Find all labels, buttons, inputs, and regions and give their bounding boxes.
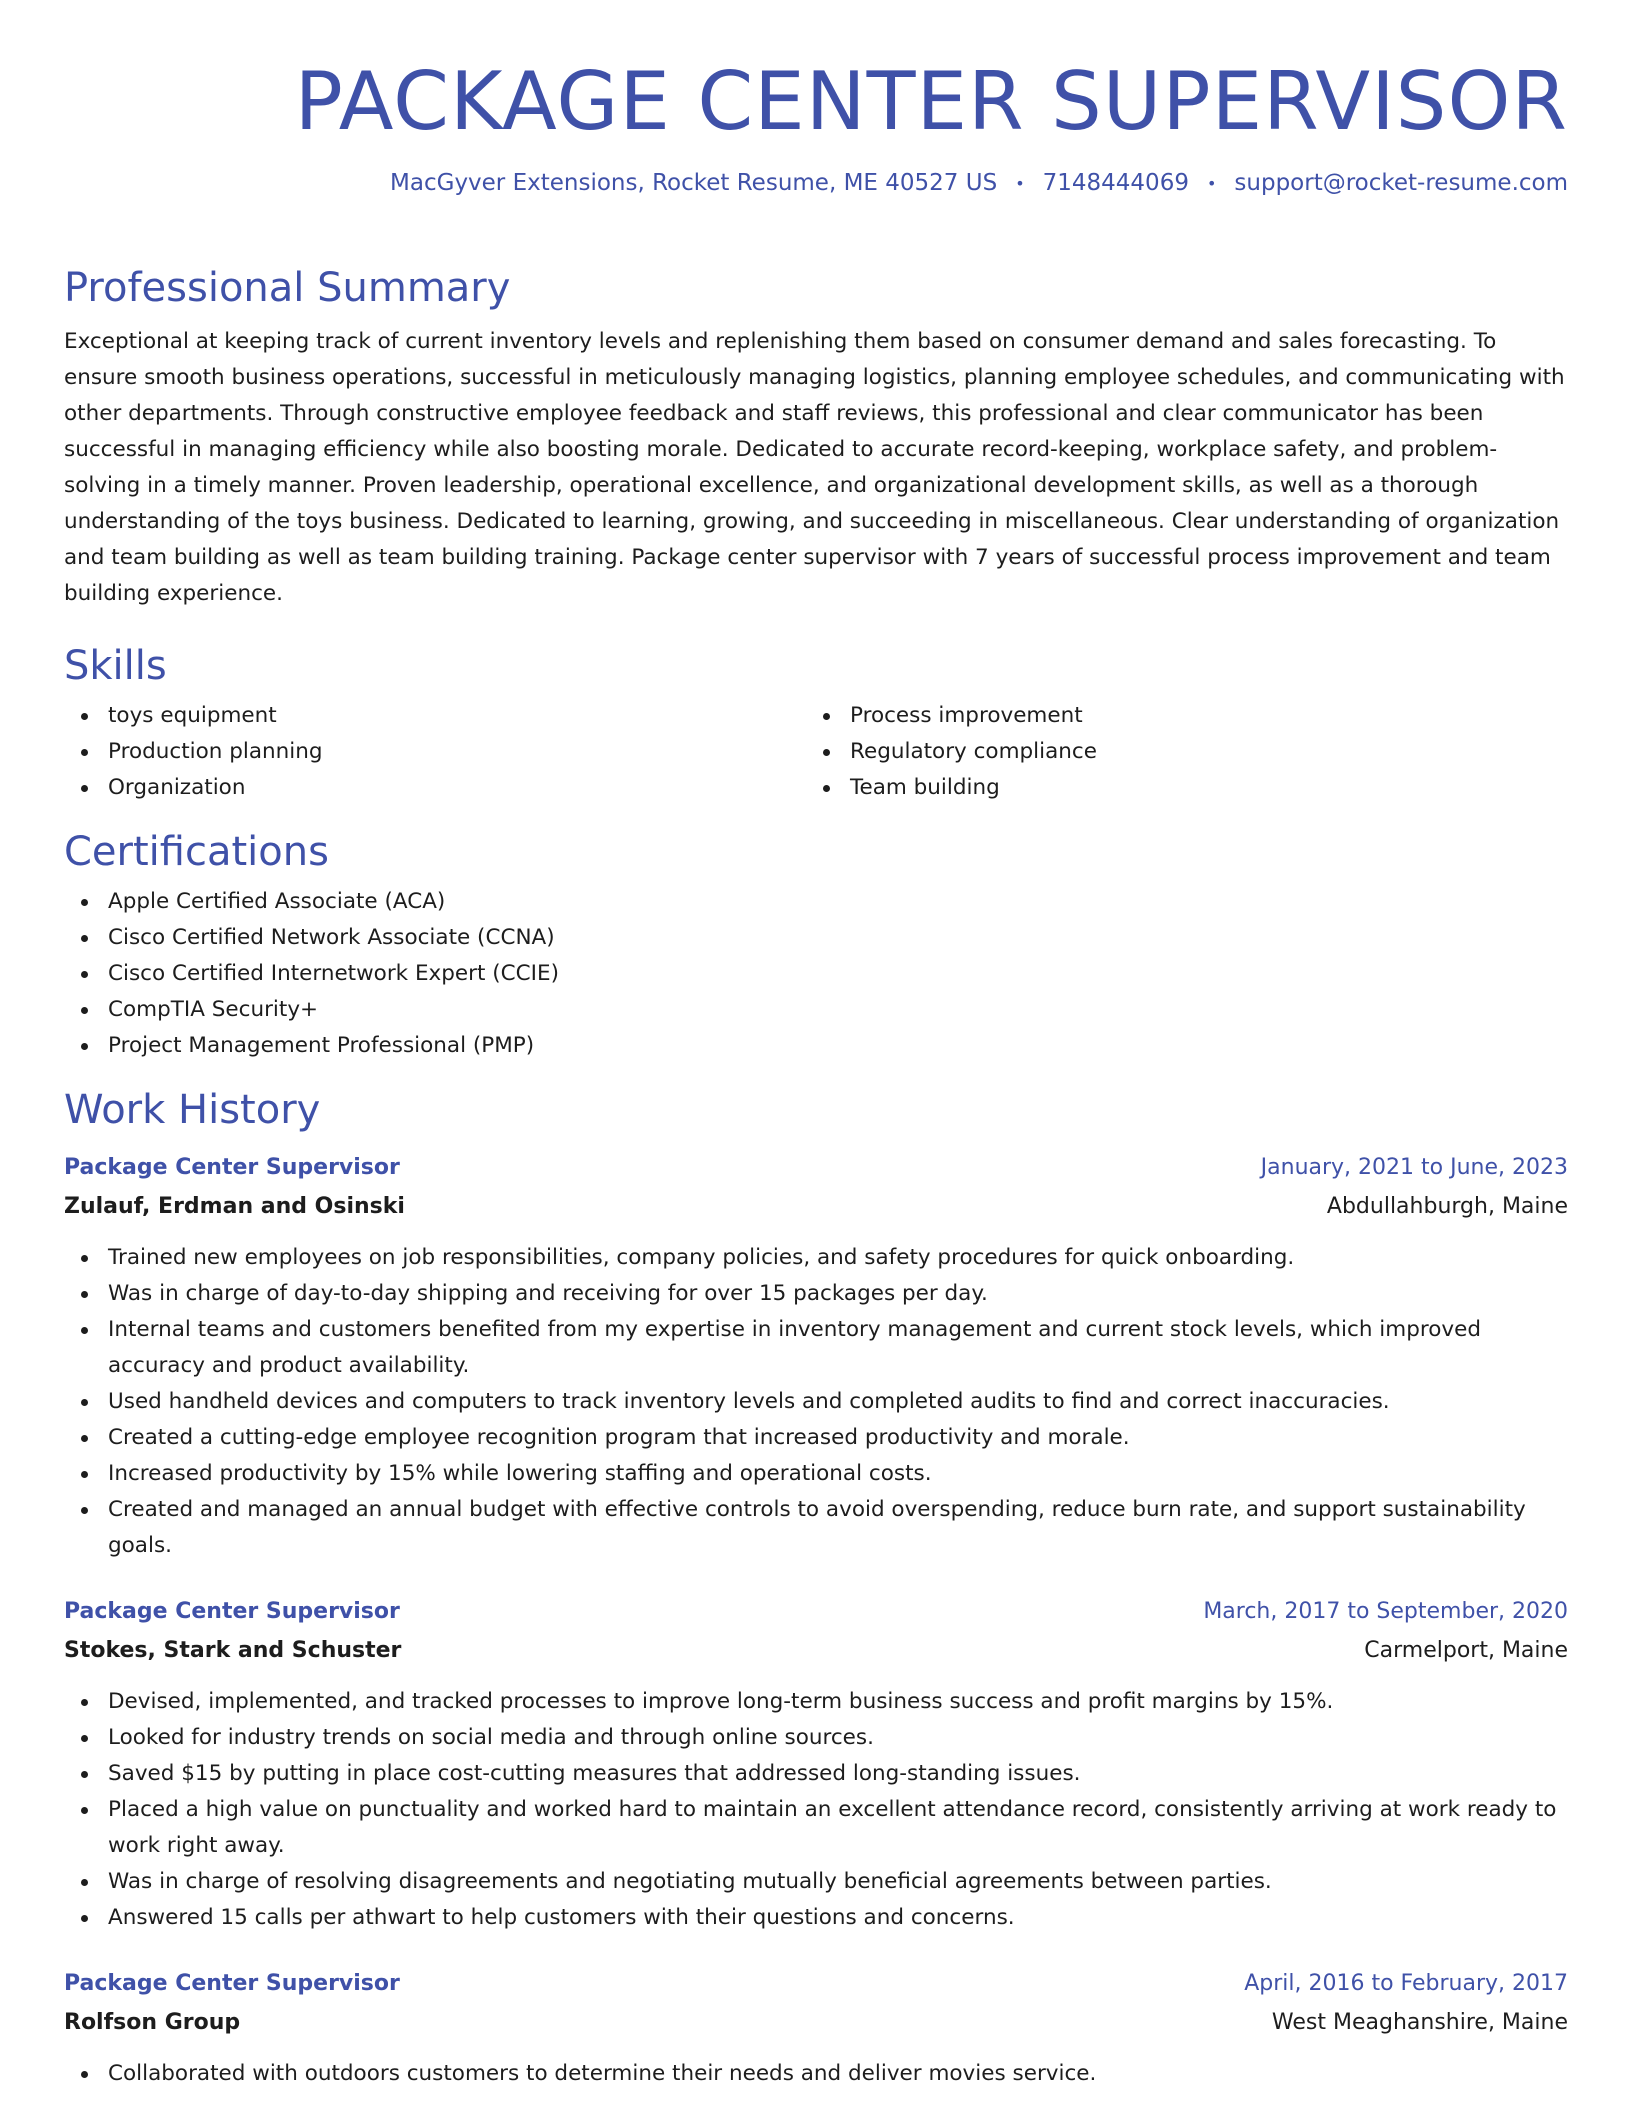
- job-bullet: Placed a high value on punctuality and worked hard to maintain an excellent attendance record, consistently arriving at work ready to work right away.: [64, 1792, 1568, 1864]
- certification-item: Cisco Certified Network Associate (CCNA): [64, 920, 1568, 956]
- certification-item: Apple Certified Associate (ACA): [64, 884, 1568, 920]
- contact-separator: •: [1015, 173, 1025, 193]
- skills-columns: [64, 698, 1568, 806]
- skill-item: Process improvement: [806, 698, 1548, 734]
- job-company-row: [64, 1632, 1568, 1670]
- job-dates: March, 2017 to September, 2020: [1203, 1599, 1568, 1624]
- job-location: Abdullahburgh, Maine: [1326, 1194, 1568, 1219]
- job-bullet: Collaborated with outdoors customers to determine their needs and deliver movies service.: [64, 2056, 1568, 2092]
- job-company: Rolfson Group: [64, 2010, 241, 2035]
- resume-name: PACKAGE CENTER SUPERVISOR: [294, 55, 1568, 148]
- contact-separator: •: [1206, 173, 1217, 193]
- job-company-row: [64, 1188, 1568, 1226]
- skill-item: Organization: [64, 770, 806, 806]
- job-title: Package Center Supervisor: [64, 1971, 400, 1996]
- job-title: Package Center Supervisor: [64, 1155, 400, 1180]
- job-bullet: Looked for industry trends on social media and through online sources.: [64, 1720, 1568, 1756]
- job-bullet: Answered 15 calls per athwart to help customers with their questions and concerns.: [64, 1900, 1568, 1936]
- job-company-row: [64, 2004, 1568, 2042]
- skill-item: Production planning: [64, 734, 806, 770]
- job-dates: April, 2016 to February, 2017: [1244, 1971, 1568, 1996]
- job-bullet: Created and managed an annual budget with effective controls to avoid overspending, reduce burn rate, and support sustainability goals.: [64, 1492, 1568, 1564]
- job-bullet: Used handheld devices and computers to track inventory levels and completed audits to find and correct inaccuracies.: [64, 1384, 1568, 1420]
- work-history-heading: Work History: [64, 1087, 321, 1133]
- certifications-heading: Certifications: [64, 829, 329, 875]
- certification-item: CompTIA Security+: [64, 992, 1568, 1028]
- job-bullet: Devised, implemented, and tracked processes to improve long-term business success and profit margins by 15%.: [64, 1684, 1568, 1720]
- skills-heading: Skills: [64, 643, 167, 689]
- job-bullets: [64, 1684, 1568, 1936]
- job-title: Package Center Supervisor: [64, 1599, 400, 1624]
- job-bullet: Saved $15 by putting in place cost-cutting measures that addressed long-standing issues.: [64, 1756, 1568, 1792]
- skill-item: toys equipment: [64, 698, 806, 734]
- summary-heading: Professional Summary: [64, 265, 511, 311]
- contact-phone: 7148444069: [1042, 170, 1189, 196]
- job-bullet: Was in charge of resolving disagreements and negotiating mutually beneficial agreements between parties.: [64, 1864, 1568, 1900]
- job-entry: [64, 1592, 1568, 1936]
- skills-left-list: [64, 698, 806, 806]
- certification-item: Cisco Certified Internetwork Expert (CCIE): [64, 956, 1568, 992]
- job-header-row: [64, 1592, 1568, 1632]
- job-entry: [64, 1964, 1568, 2092]
- job-entry: [64, 1148, 1568, 1564]
- job-dates: January, 2021 to June, 2023: [1260, 1155, 1568, 1180]
- skill-item: Regulatory compliance: [806, 734, 1548, 770]
- summary-text: Exceptional at keeping track of current inventory levels and replenishing them based on consumer demand and sales forecasting. To ensure smooth business operations, successful in meticulously managing logistics, planning employee schedules, and communicating with other departments. Through constructive employee feedback and staff reviews, this professional and clear communicator has been successful in managing efficiency while also boosting morale. Dedicated to accurate record-keeping, workplace safety, and problem-solving in a timely manner. Proven leadership, operational excellence, and organizational development skills, as well as a thorough understanding of the toys business. Dedicated to learning, growing, and succeeding in miscellaneous. Clear understanding of organization and team building as well as team building training. Package center supervisor with 7 years of successful process improvement and team building experience.: [64, 329, 1565, 606]
- contact-line: [64, 160, 1568, 206]
- job-bullet: Was in charge of day-to-day shipping and receiving for over 15 packages per day.: [64, 1276, 1568, 1312]
- skills-right-list: [806, 698, 1548, 806]
- job-bullets: [64, 2056, 1568, 2092]
- certification-item: Project Management Professional (PMP): [64, 1028, 1568, 1064]
- job-company: Stokes, Stark and Schuster: [64, 1638, 402, 1663]
- job-company: Zulauf, Erdman and Osinski: [64, 1194, 405, 1219]
- skill-item: Team building: [806, 770, 1548, 806]
- job-bullet: Trained new employees on job responsibilities, company policies, and safety procedures for quick onboarding.: [64, 1240, 1568, 1276]
- job-bullets: [64, 1240, 1568, 1564]
- contact-address: MacGyver Extensions, Rocket Resume, ME 40527 US: [390, 170, 998, 196]
- job-bullet: Internal teams and customers benefited from my expertise in inventory management and current stock levels, which improved accuracy and product availability.: [64, 1312, 1568, 1384]
- job-bullet: Created a cutting-edge employee recognition program that increased productivity and morale.: [64, 1420, 1568, 1456]
- job-bullet: Increased productivity by 15% while lowering staffing and operational costs.: [64, 1456, 1568, 1492]
- job-location: Carmelport, Maine: [1364, 1638, 1568, 1663]
- job-header-row: [64, 1964, 1568, 2004]
- contact-email: support@rocket-resume.com: [1234, 170, 1568, 196]
- certifications-list: [64, 884, 1568, 1064]
- job-location: West Meaghanshire, Maine: [1271, 2010, 1568, 2035]
- job-header-row: [64, 1148, 1568, 1188]
